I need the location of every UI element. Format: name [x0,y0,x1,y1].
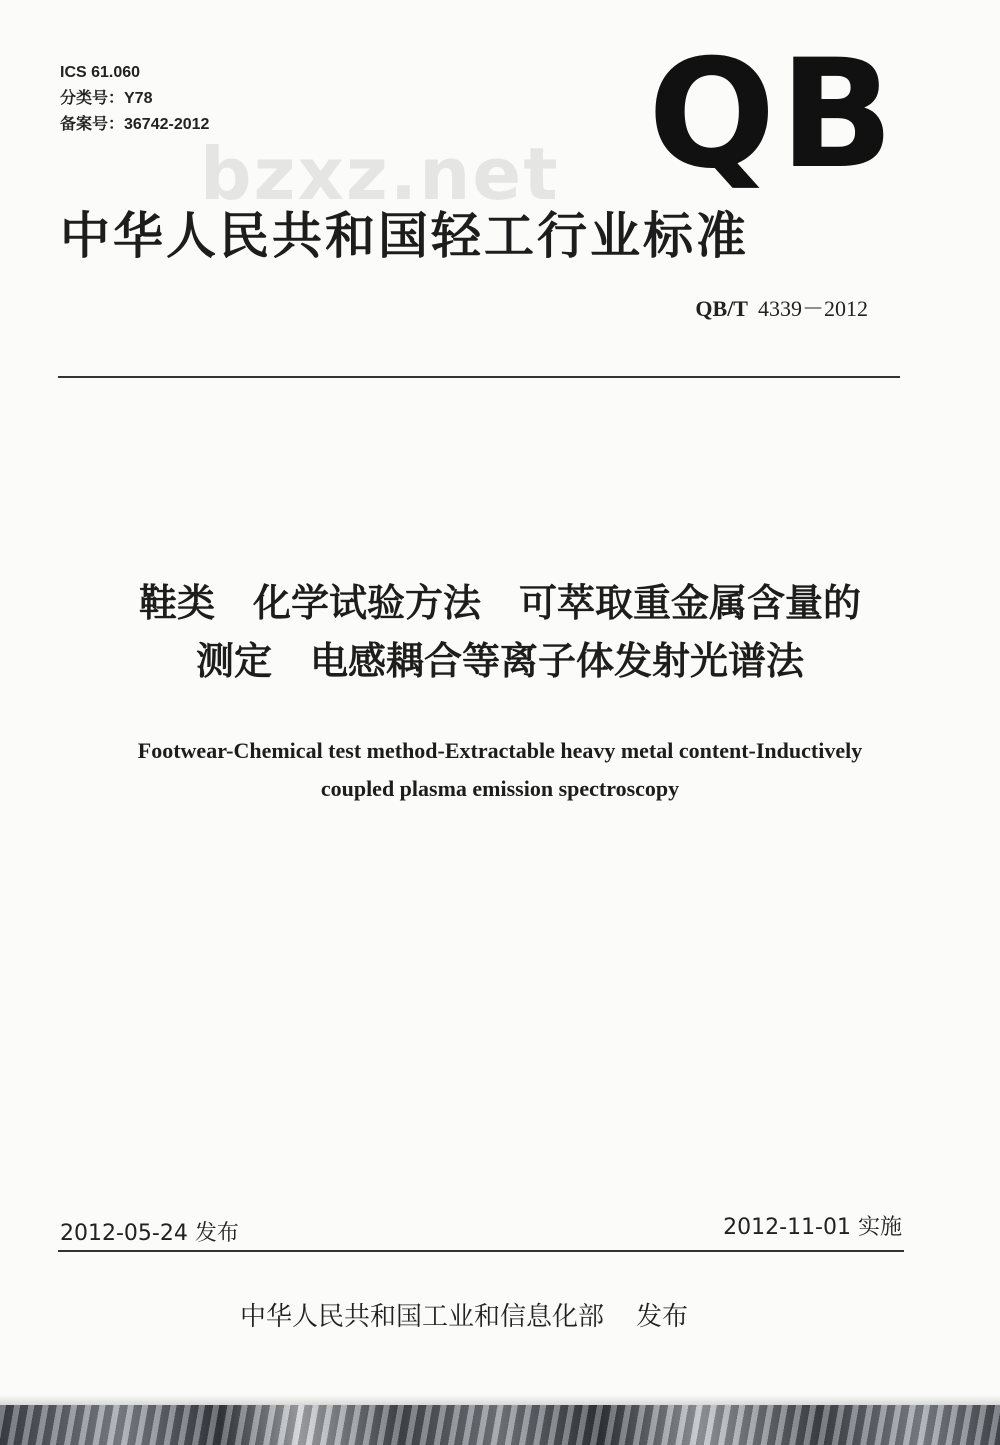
publisher-action: 发布 [636,1302,689,1332]
bottom-divider [58,1250,904,1252]
background-strip [0,1405,1000,1445]
standard-code-number: 4339－2012 [757,296,868,321]
standard-number [695,292,868,323]
top-divider [58,376,900,378]
implementation-date: 2012-11-01 实施 [723,1215,902,1240]
title-cn-line-1: 鞋类 化学试验方法 可萃取重金属含量的 [138,581,861,625]
watermark: bzxz.net [200,132,560,216]
publisher-line [240,1296,688,1333]
document-title-english [40,732,960,808]
standard-code-prefix: QB/T [695,296,748,321]
classification-block [60,60,209,138]
document-title-chinese [40,574,960,690]
class-number: 分类号：Y78 [60,90,153,107]
title-cn-line-2: 测定 电感耦合等离子体发射光谱法 [195,639,804,683]
issue-date: 2012-05-24 发布 [60,1221,239,1246]
page-edge-shadow [0,1395,1000,1405]
title-en-line-1: Footwear-Chemical test method-Extractable heavy metal content-Inductively [137,738,863,763]
title-en-line-2: coupled plasma emission spectroscopy [320,776,680,801]
standard-title: 中华人民共和国轻工行业标准 [60,207,749,265]
publisher-name: 中华人民共和国工业和信息化部 [240,1302,605,1332]
record-number: 备案号：36742-2012 [60,116,210,133]
qb-logo: QB [648,28,898,202]
ics-code: ICS 61.060 [60,64,141,81]
